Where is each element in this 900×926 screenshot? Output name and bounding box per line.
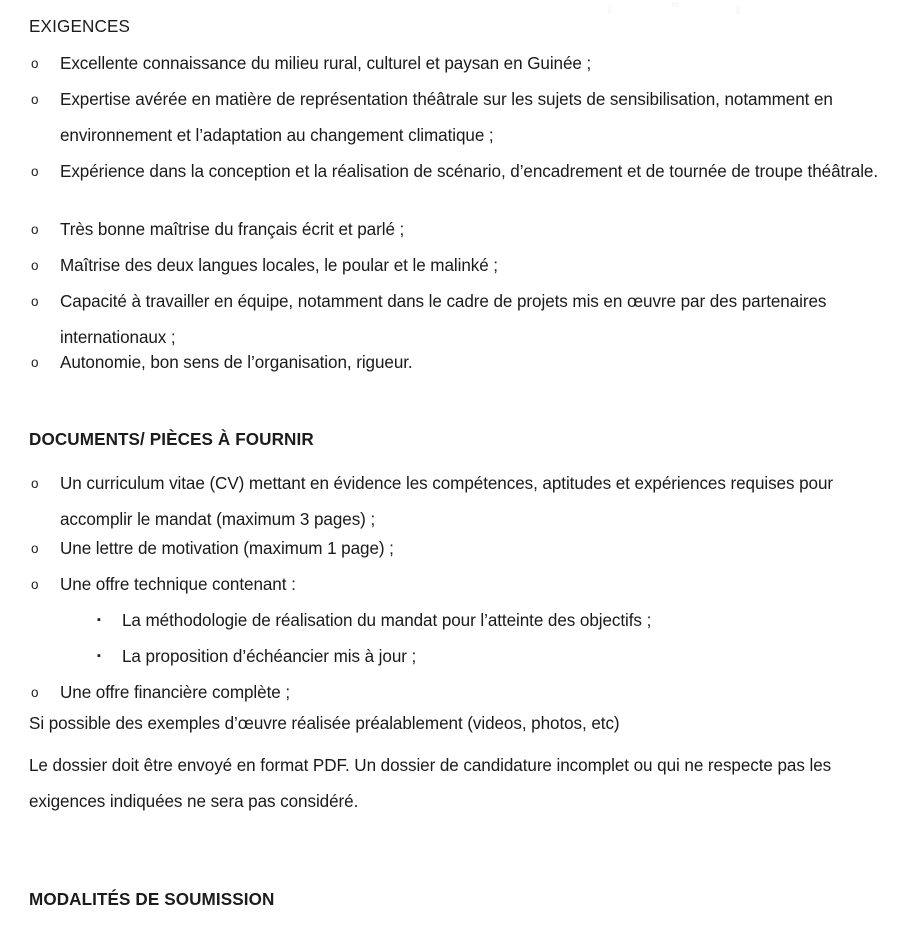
- bullet-circle-icon: o: [31, 577, 39, 592]
- list-item-text: Très bonne maîtrise du français écrit et parlé ;: [60, 220, 405, 239]
- list-item-text: Expertise avérée en matière de représentation théâtrale sur les sujets de sensibilisation, notamment en environnement et l’adaptation au changement climatique ;: [60, 90, 833, 145]
- section-heading-exigences: EXIGENCES: [29, 17, 131, 36]
- closing-paragraph: Le dossier doit être envoyé en format PDF. Un dossier de candidature incomplet ou qui ne respecte pas les exigences indiquées ne sera pas considéré.: [29, 756, 832, 811]
- section-heading-modalites: MODALITÉS DE SOUMISSION: [29, 890, 275, 909]
- list-item-text: Expérience dans la conception et la réalisation de scénario, d’encadrement et de tournée de troupe théâtrale.: [60, 162, 879, 181]
- sub-list-item-text: La méthodologie de réalisation du mandat pour l’atteinte des objectifs ;: [122, 611, 652, 630]
- bullet-circle-icon: o: [31, 258, 39, 273]
- scan-speckle: [672, 2, 679, 7]
- list-item-text: Maîtrise des deux langues locales, le poular et le malinké ;: [60, 256, 498, 275]
- bullet-circle-icon: o: [31, 92, 39, 107]
- sub-list-item-text: La proposition d’échéancier mis à jour ;: [122, 647, 417, 666]
- list-item-text: Autonomie, bon sens de l’organisation, rigueur.: [60, 353, 413, 372]
- list-item: [29, 466, 881, 538]
- list-item-text: Une offre financière complète ;: [60, 683, 290, 702]
- sub-list-item: [29, 603, 881, 639]
- list-item: [29, 531, 881, 567]
- list-item: [29, 248, 881, 284]
- list-item: [29, 345, 881, 381]
- bullet-square-icon: ▪: [97, 650, 101, 662]
- section-heading-documents: DOCUMENTS/ PIÈCES À FOURNIR: [29, 430, 314, 449]
- list-item: [29, 82, 881, 154]
- list-item: [29, 46, 881, 82]
- list-item: [29, 154, 881, 190]
- list-item-text: Un curriculum vitae (CV) mettant en évidence les compétences, aptitudes et expériences requises pour accomplir le mandat (maximum 3 pages) ;: [60, 474, 834, 529]
- bullet-circle-icon: o: [31, 164, 39, 179]
- list-item-text: Capacité à travailler en équipe, notamment dans le cadre de projets mis en œuvre par des partenaires internationaux ;: [60, 292, 827, 347]
- bullet-circle-icon: o: [31, 294, 39, 309]
- sub-list-item: [29, 639, 881, 675]
- list-item-text: Excellente connaissance du milieu rural, culturel et paysan en Guinée ;: [60, 54, 592, 73]
- bullet-circle-icon: o: [31, 222, 39, 237]
- trailing-line: Si possible des exemples d’œuvre réalisée préalablement (videos, photos, etc): [29, 714, 620, 733]
- list-item: [29, 567, 881, 603]
- list-item-text: Une lettre de motivation (maximum 1 page) ;: [60, 539, 394, 558]
- bullet-circle-icon: o: [31, 541, 39, 556]
- bullet-square-icon: ▪: [97, 614, 101, 626]
- bullet-circle-icon: o: [31, 355, 39, 370]
- bullet-circle-icon: o: [31, 56, 39, 71]
- bullet-circle-icon: o: [31, 685, 39, 700]
- list-item-text: Une offre technique contenant :: [60, 575, 296, 594]
- bullet-circle-icon: o: [31, 476, 39, 491]
- list-item: [29, 212, 881, 248]
